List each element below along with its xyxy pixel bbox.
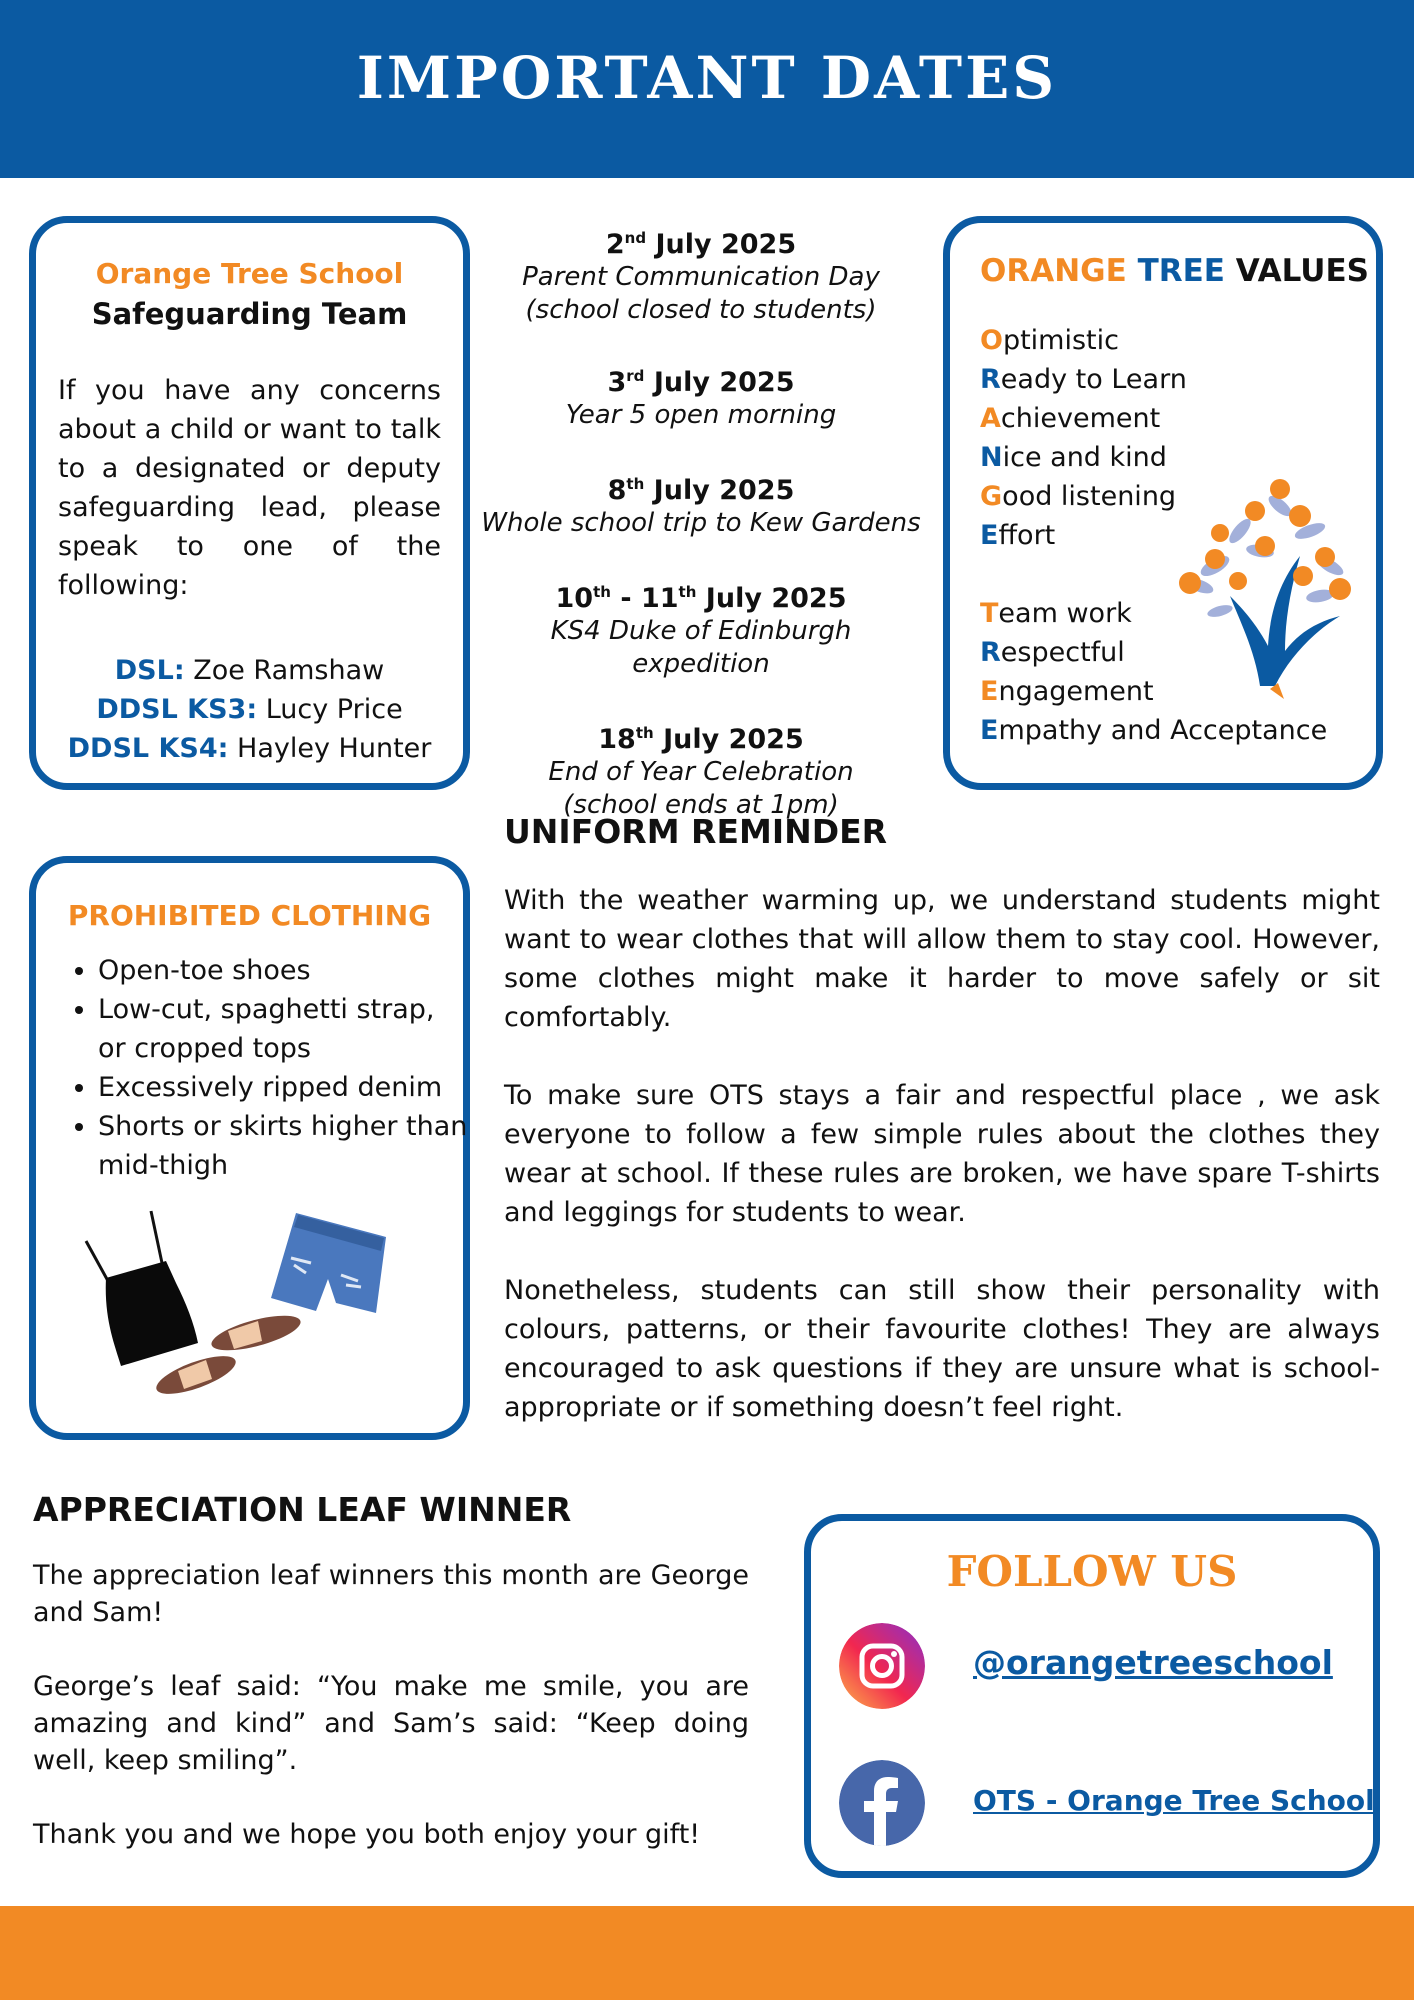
date-item	[478, 360, 924, 432]
safeguarding-text: If you have any concerns about a child or want to talk to a designated or deputy safeguarding lead, please speak to one of the following:	[58, 375, 441, 601]
date-heading: 8th July 2025	[607, 475, 795, 506]
date-event-note: (school ends at 1pm)	[563, 790, 839, 820]
value-item: Effort	[980, 520, 1056, 551]
footer-bar	[0, 1906, 1414, 2000]
list-item: • Shorts or skirts higher than mid-thigh	[98, 1107, 468, 1185]
date-heading: 3rd July 2025	[607, 367, 795, 398]
date-event: Year 5 open morning	[565, 400, 837, 430]
date-item	[478, 717, 924, 822]
appreciation-section	[33, 1490, 749, 1853]
uniform-title: UNIFORM REMINDER	[504, 812, 888, 851]
appreciation-paragraph: Thank you and we hope you both enjoy your gift!	[33, 1819, 701, 1850]
date-item	[478, 576, 924, 681]
prohibited-clothing-card	[29, 856, 470, 1440]
uniform-paragraph: Nonetheless, students can still show their personality with colours, patterns, or their favourite clothes! They are always encouraged to ask questions if they are unsure what is school-appropriate or if something doesn’t feel right.	[504, 1275, 1380, 1423]
instagram-icon[interactable]	[839, 1623, 925, 1709]
list-item: • Low-cut, spaghetti strap, or cropped tops	[98, 990, 468, 1068]
value-item: Nice and kind	[980, 442, 1167, 473]
prohibited-title: PROHIBITED CLOTHING	[67, 899, 432, 932]
date-item	[478, 468, 924, 540]
uniform-paragraph: To make sure OTS stays a fair and respectful place , we ask everyone to follow a few simple rules about the clothes they wear at school. If these rules are broken, we have spare T-shirts and leggings for students to wear.	[504, 1080, 1380, 1228]
instagram-link[interactable]: @orangetreeschool	[973, 1643, 1333, 1682]
value-item: Empathy and Acceptance	[980, 715, 1328, 746]
date-item	[478, 222, 924, 327]
value-item: Team work	[980, 598, 1132, 629]
lead-ddsl-ks4: DDSL KS4: Hayley Hunter	[67, 733, 432, 764]
safeguarding-school-name: Orange Tree School	[95, 257, 404, 290]
appreciation-paragraph: George’s leaf said: “You make me smile, you are amazing and kind” and Sam’s said: “Keep doing well, keep smiling”.	[33, 1671, 749, 1776]
prohibited-list	[36, 951, 468, 1185]
list-item: • Excessively ripped denim	[98, 1068, 468, 1107]
header-banner	[0, 0, 1414, 178]
list-item: • Open-toe shoes	[98, 951, 468, 990]
prohibited-clothing-illustration	[66, 1203, 446, 1413]
instagram-row	[839, 1623, 1353, 1709]
date-heading: 10th - 11th July 2025	[555, 583, 847, 614]
value-item: Optimistic	[980, 325, 1119, 356]
orange-tree-logo	[1160, 471, 1360, 701]
crop-top-image	[86, 1211, 198, 1366]
denim-shorts-image	[271, 1213, 386, 1313]
date-heading: 2nd July 2025	[605, 229, 797, 260]
appreciation-title: APPRECIATION LEAF WINNER	[33, 1490, 572, 1529]
date-event-note: (school closed to students)	[525, 295, 877, 325]
value-item: Ready to Learn	[980, 364, 1187, 395]
safeguarding-title: Safeguarding Team	[91, 297, 408, 331]
value-item: Respectful	[980, 637, 1125, 668]
facebook-link[interactable]: OTS - Orange Tree School	[973, 1784, 1375, 1817]
uniform-reminder-section	[504, 812, 1380, 1427]
date-event: KS4 Duke of Edinburgh expedition	[550, 616, 852, 679]
follow-title: FOLLOW US	[946, 1547, 1238, 1596]
value-item: Achievement	[980, 403, 1161, 434]
uniform-paragraph: With the weather warming up, we understand students might want to wear clothes that will allow them to stay cool. However, some clothes might make it harder to move safely or sit comfortably.	[504, 885, 1380, 1033]
date-event: End of Year Celebration	[548, 757, 854, 787]
safeguarding-card	[29, 216, 470, 790]
lead-dsl: DSL: Zoe Ramshaw	[114, 655, 385, 686]
follow-us-card	[804, 1514, 1380, 1878]
facebook-row	[839, 1760, 1375, 1846]
facebook-icon[interactable]	[839, 1760, 925, 1846]
date-event: Parent Communication Day	[522, 262, 880, 292]
values-title: ORANGE TREE VALUES	[980, 253, 1369, 289]
values-card	[943, 216, 1383, 790]
value-item: Good listening	[980, 481, 1177, 512]
appreciation-paragraph: The appreciation leaf winners this month are George and Sam!	[33, 1560, 749, 1628]
lead-ddsl-ks3: DDSL KS3: Lucy Price	[96, 694, 403, 725]
safeguarding-leads	[36, 651, 463, 768]
dates-list	[478, 222, 924, 822]
date-heading: 18th July 2025	[598, 724, 804, 755]
page-title: IMPORTANT DATES	[356, 44, 1058, 112]
value-item: Engagement	[980, 676, 1154, 707]
date-event: Whole school trip to Kew Gardens	[481, 508, 921, 538]
